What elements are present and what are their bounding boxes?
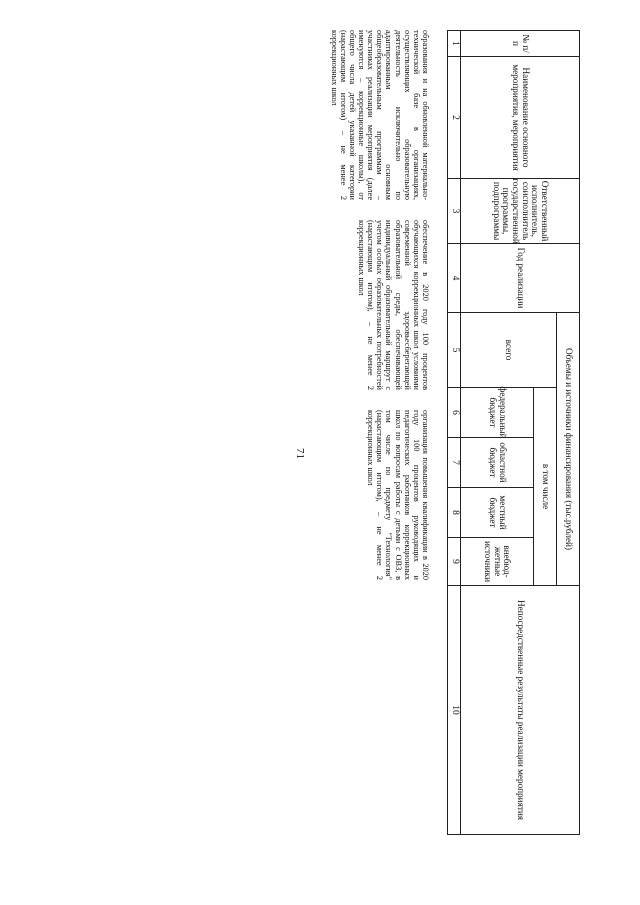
header-regional: областной бюджет [460,437,534,488]
result-text-3: организация повышения квалификации в 2020 году 100 процентов руководящих и педагогических работников коррекционных школ по вопросам работы с детьми с ОВЗ, в том числе по предмету "Технология" (нарастающим итогом), – не менее 2 коррекционных школ [366,410,430,580]
col-number-8: 8 [447,487,461,538]
header-number: № п/п [460,30,580,57]
header-federal: федеральный бюджет [460,387,534,438]
header-year: Год реализации [460,243,580,313]
col-number-9: 9 [447,537,461,586]
col-number-1: 1 [447,30,461,57]
header-executor: Ответственный исполнитель, соисполнитель государственной программы, подпрограммы [460,178,580,244]
col-number-3: 3 [447,178,461,244]
header-funding-group: Объемы и источники финансирования (тыс.рублей) [556,312,580,586]
header-results: Непосредственные результаты реализации мероприятия [460,585,580,835]
result-text-1: образования и на обновленной материально-технической базе в организациях, осуществляющих образовательную деятельность исключительно по адаптированным основным общеобразовательным программам – участниках реализации мероприятия (далее именуются – коррекционные школы), от общего числа детей указанной категории (нарастающим итогом) – не менее 2 коррекционных школ [329,30,430,200]
rotated-table-sheet [80,30,580,875]
col-number-7: 7 [447,437,461,488]
header-extrabudget: внебюд-жетные источники [460,537,534,586]
col-number-5: 5 [447,312,461,388]
col-number-6: 6 [447,387,461,438]
header-local: местный бюджет [460,487,534,538]
header-incl: в том числе [533,387,557,586]
col-number-10: 10 [447,585,461,835]
result-text-2: обеспечение в 2020 году 100 процентов обучающихся коррекционных школ условиями современной здоровьесберегающей образовательной среды, обеспечивающей индивидуальный образовательный маршрут с учетом особых образовательных потребностей (нарастающим итогом), – не менее 2 коррекционных школ [357,220,430,390]
header-total: всего [460,312,557,388]
header-name: Наименование основного мероприятия, мероприятия [460,56,580,179]
results-area [100,30,430,875]
col-number-2: 2 [447,56,461,179]
col-number-4: 4 [447,243,461,313]
page-number: 71 [294,448,306,459]
